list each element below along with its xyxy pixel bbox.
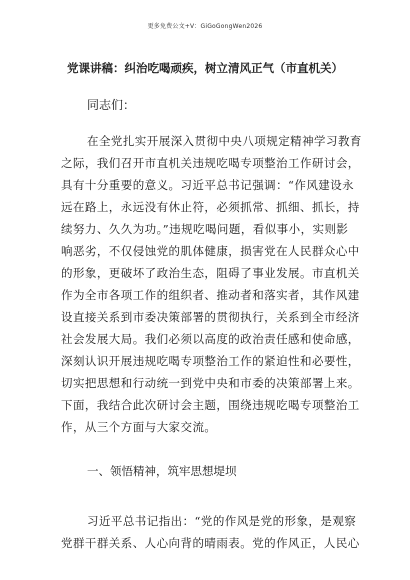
header-note: 更多免费公文+V：GiGoGongWen2026 (147, 23, 263, 30)
paragraph-line: 响恶劣，不仅侵蚀党的肌体健康，损害党在人民群众心中 (61, 244, 360, 258)
paragraph-line: 远在路上，永远没有休止符，必须抓常、抓细、抓长，持 (61, 200, 360, 214)
paragraph-line: 下面，我结合此次研讨会主题，围绕违规吃喝专项整治工 (61, 398, 360, 412)
paragraph-line: 作，从三个方面与大家交流。 (61, 420, 217, 434)
paragraph-line: 在全党扎实开展深入贯彻中央八项规定精神学习教育 (87, 134, 362, 148)
paragraph-line: 续努力、久久为功。”违规吃喝问题，看似事小，实则影 (61, 222, 349, 236)
document-title: 党课讲稿：纠治吃喝顽疾，树立清风正气（市直机关） (67, 61, 343, 75)
section-heading: 一、领悟精神，筑牢思想堤坝 (87, 464, 237, 478)
paragraph-line: 之际，我们召开市直机关违规吃喝专项整治工作研讨会， (61, 156, 360, 170)
paragraph-line: 切实把思想和行动统一到党中央和市委的决策部署上来。 (61, 376, 360, 390)
paragraph-line: 作为全市各项工作的组织者、推动者和落实者，其作风建 (61, 288, 360, 302)
paragraph-line: 党群干群关系、人心向背的晴雨表。党的作风正，人民心 (61, 536, 360, 550)
salutation: 同志们： (87, 98, 136, 112)
paragraph-line: 深刻认识开展违规吃喝专项整治工作的紧迫性和必要性， (61, 354, 360, 368)
paragraph-line: 社会发展大局。我们必须以高度的政治责任感和使命感， (61, 332, 360, 346)
paragraph-line: 具有十分重要的意义。习近平总书记强调：“作风建设永 (61, 178, 355, 192)
paragraph-line: 的形象，更破坏了政治生态，阻碍了事业发展。市直机关 (61, 266, 360, 280)
paragraph-line: 习近平总书记指出：“党的作风是党的形象，是观察 (87, 514, 357, 528)
paragraph-line: 设直接关系到市委决策部署的贯彻执行，关系到全市经济 (61, 310, 360, 324)
